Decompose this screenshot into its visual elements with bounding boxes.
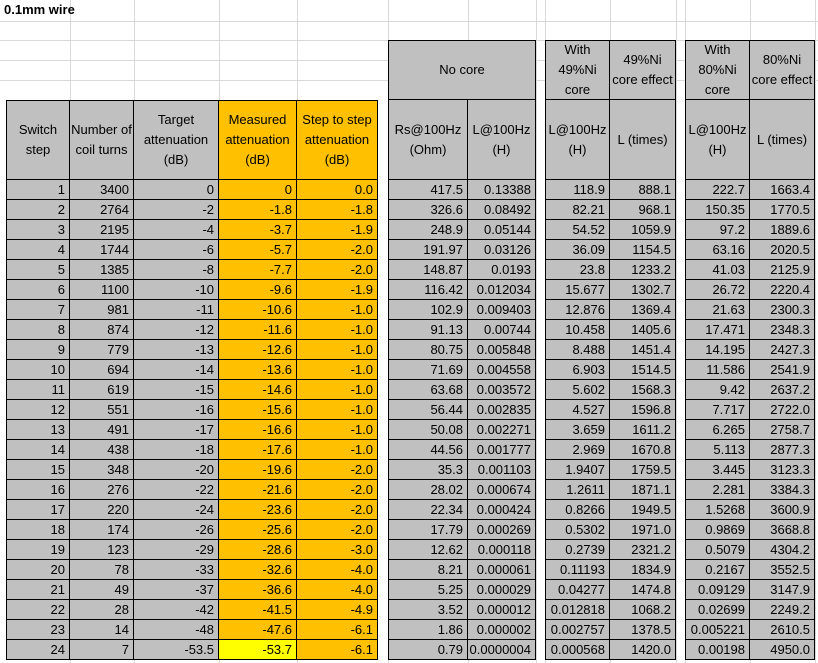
rs-100hz-cell[interactable]: 248.9 [388, 220, 468, 240]
l-100hz-cell[interactable]: 0.000269 [468, 520, 536, 540]
ni49-l-100hz-cell[interactable]: 0.8266 [545, 500, 610, 520]
ni80-l-100hz-cell[interactable]: 41.03 [685, 260, 750, 280]
ni80-l-times-cell[interactable]: 2637.2 [750, 380, 815, 400]
step-attenuation-cell[interactable]: -1.9 [297, 280, 378, 300]
step-attenuation-header[interactable]: Step to step attenuation (dB) [297, 100, 378, 180]
ni49-l-times-cell[interactable]: 1405.6 [610, 320, 676, 340]
step-attenuation-cell[interactable]: -2.0 [297, 480, 378, 500]
ni80-l-100hz-cell[interactable]: 0.005221 [685, 620, 750, 640]
target-attenuation-cell[interactable]: -12 [134, 320, 219, 340]
ni49-l-times-cell[interactable]: 1378.5 [610, 620, 676, 640]
ni80-l-times-cell[interactable]: 2125.9 [750, 260, 815, 280]
l-100hz-header[interactable]: L@100Hz (H) [468, 100, 536, 180]
switch-step-cell[interactable]: 14 [6, 440, 70, 460]
ni80-l-times-cell[interactable]: 1770.5 [750, 200, 815, 220]
switch-step-cell[interactable]: 6 [6, 280, 70, 300]
measured-attenuation-cell[interactable]: -3.7 [219, 220, 297, 240]
ni49-l-100hz-cell[interactable]: 15.677 [545, 280, 610, 300]
ni80-l-times-cell[interactable]: 3668.8 [750, 520, 815, 540]
coil-turns-cell[interactable]: 276 [70, 480, 134, 500]
ni80-l-100hz-cell[interactable]: 5.113 [685, 440, 750, 460]
switch-step-cell[interactable]: 18 [6, 520, 70, 540]
ni49-l-100hz-cell[interactable]: 3.659 [545, 420, 610, 440]
target-attenuation-cell[interactable]: -10 [134, 280, 219, 300]
ni49-l-100hz-cell[interactable]: 82.21 [545, 200, 610, 220]
rs-100hz-cell[interactable]: 91.13 [388, 320, 468, 340]
ni80-l-100hz-cell[interactable]: 0.9869 [685, 520, 750, 540]
ni80-l-100hz-cell[interactable]: 2.281 [685, 480, 750, 500]
coil-turns-cell[interactable]: 981 [70, 300, 134, 320]
ni49-l-100hz-cell[interactable]: 1.2611 [545, 480, 610, 500]
target-attenuation-cell[interactable]: -14 [134, 360, 219, 380]
step-attenuation-cell[interactable]: 0.0 [297, 180, 378, 200]
step-attenuation-cell[interactable]: -6.1 [297, 620, 378, 640]
ni80-l-times-cell[interactable]: 3147.9 [750, 580, 815, 600]
l-100hz-cell[interactable]: 0.13388 [468, 180, 536, 200]
measured-attenuation-cell[interactable]: -11.6 [219, 320, 297, 340]
ni49-l-100hz-cell[interactable]: 1.9407 [545, 460, 610, 480]
ni80-l-times-cell[interactable]: 2758.7 [750, 420, 815, 440]
ni80-l-100hz-cell[interactable]: 0.5079 [685, 540, 750, 560]
ni80-l-100hz-cell[interactable]: 14.195 [685, 340, 750, 360]
rs-100hz-cell[interactable]: 63.68 [388, 380, 468, 400]
ni80-l-times-cell[interactable]: 2877.3 [750, 440, 815, 460]
ni80-l-100hz-cell[interactable]: 17.471 [685, 320, 750, 340]
measured-attenuation-cell[interactable]: -5.7 [219, 240, 297, 260]
ni49-l-100hz-cell[interactable]: 5.602 [545, 380, 610, 400]
switch-step-cell[interactable]: 17 [6, 500, 70, 520]
ni49-l-times-cell[interactable]: 1059.9 [610, 220, 676, 240]
ni80-effect-header[interactable]: 80%Ni core effect [750, 40, 815, 100]
step-attenuation-cell[interactable]: -4.0 [297, 580, 378, 600]
measured-attenuation-cell[interactable]: -21.6 [219, 480, 297, 500]
ni80-l-100hz-cell[interactable]: 21.63 [685, 300, 750, 320]
ni49-l-100hz-cell[interactable]: 54.52 [545, 220, 610, 240]
target-attenuation-cell[interactable]: 0 [134, 180, 219, 200]
step-attenuation-cell[interactable]: -1.0 [297, 440, 378, 460]
ni49-l-100hz-cell[interactable]: 4.527 [545, 400, 610, 420]
ni80-l-100hz-cell[interactable]: 150.35 [685, 200, 750, 220]
ni49-l-100hz-cell[interactable]: 8.488 [545, 340, 610, 360]
step-attenuation-cell[interactable]: -1.0 [297, 420, 378, 440]
l-100hz-cell[interactable]: 0.003572 [468, 380, 536, 400]
coil-turns-cell[interactable]: 174 [70, 520, 134, 540]
l-100hz-cell[interactable]: 0.012034 [468, 280, 536, 300]
step-attenuation-cell[interactable]: -1.0 [297, 320, 378, 340]
rs-100hz-cell[interactable]: 71.69 [388, 360, 468, 380]
coil-turns-cell[interactable]: 1385 [70, 260, 134, 280]
ni80-l-times-cell[interactable]: 3552.5 [750, 560, 815, 580]
step-attenuation-cell[interactable]: -1.0 [297, 340, 378, 360]
ni49-l-times-cell[interactable]: 1474.8 [610, 580, 676, 600]
ni80-l-times-cell[interactable]: 2427.3 [750, 340, 815, 360]
coil-turns-cell[interactable]: 14 [70, 620, 134, 640]
rs-100hz-cell[interactable]: 5.25 [388, 580, 468, 600]
ni49-l-times-cell[interactable]: 1514.5 [610, 360, 676, 380]
rs-100hz-cell[interactable]: 191.97 [388, 240, 468, 260]
ni49-l-times-cell[interactable]: 1971.0 [610, 520, 676, 540]
ni49-l-100hz-cell[interactable]: 23.8 [545, 260, 610, 280]
coil-turns-cell[interactable]: 78 [70, 560, 134, 580]
ni80-l-100hz-cell[interactable]: 0.2167 [685, 560, 750, 580]
ni80-l-100hz-cell[interactable]: 63.16 [685, 240, 750, 260]
ni49-l-times-cell[interactable]: 968.1 [610, 200, 676, 220]
ni80-l-100hz-cell[interactable]: 222.7 [685, 180, 750, 200]
l-100hz-cell[interactable]: 0.000674 [468, 480, 536, 500]
l-100hz-cell[interactable]: 0.00744 [468, 320, 536, 340]
rs-100hz-cell[interactable]: 50.08 [388, 420, 468, 440]
coil-turns-cell[interactable]: 694 [70, 360, 134, 380]
ni49-l-100hz-cell[interactable]: 0.000568 [545, 640, 610, 660]
coil-turns-cell[interactable]: 1744 [70, 240, 134, 260]
step-attenuation-cell[interactable]: -1.0 [297, 380, 378, 400]
step-attenuation-cell[interactable]: -2.0 [297, 500, 378, 520]
coil-turns-cell[interactable]: 2764 [70, 200, 134, 220]
coil-turns-cell[interactable]: 348 [70, 460, 134, 480]
coil-turns-cell[interactable]: 49 [70, 580, 134, 600]
rs-100hz-cell[interactable]: 80.75 [388, 340, 468, 360]
ni49-l-times-cell[interactable]: 1834.9 [610, 560, 676, 580]
ni49-l-100hz-cell[interactable]: 0.002757 [545, 620, 610, 640]
target-attenuation-cell[interactable]: -53.5 [134, 640, 219, 660]
l-100hz-cell[interactable]: 0.002271 [468, 420, 536, 440]
switch-step-cell[interactable]: 8 [6, 320, 70, 340]
switch-step-cell[interactable]: 3 [6, 220, 70, 240]
switch-step-cell[interactable]: 5 [6, 260, 70, 280]
coil-turns-cell[interactable]: 438 [70, 440, 134, 460]
ni49-l-times-cell[interactable]: 1369.4 [610, 300, 676, 320]
step-attenuation-cell[interactable]: -6.1 [297, 640, 378, 660]
ni49-l-times-header[interactable]: L (times) [610, 100, 676, 180]
ni80-l-times-cell[interactable]: 4304.2 [750, 540, 815, 560]
ni49-l-100hz-cell[interactable]: 118.9 [545, 180, 610, 200]
coil-turns-cell[interactable]: 123 [70, 540, 134, 560]
ni80-l-100hz-cell[interactable]: 97.2 [685, 220, 750, 240]
coil-turns-header[interactable]: Number of coil turns [70, 100, 134, 180]
ni49-l-times-cell[interactable]: 1949.5 [610, 500, 676, 520]
measured-attenuation-cell[interactable]: -17.6 [219, 440, 297, 460]
rs-100hz-cell[interactable]: 116.42 [388, 280, 468, 300]
coil-turns-cell[interactable]: 220 [70, 500, 134, 520]
coil-turns-cell[interactable]: 7 [70, 640, 134, 660]
measured-attenuation-cell[interactable]: -25.6 [219, 520, 297, 540]
target-attenuation-cell[interactable]: -17 [134, 420, 219, 440]
sheet-title[interactable]: 0.1mm wire [4, 2, 75, 17]
ni49-l-times-cell[interactable]: 1596.8 [610, 400, 676, 420]
ni80-l-times-cell[interactable]: 3384.3 [750, 480, 815, 500]
coil-turns-cell[interactable]: 779 [70, 340, 134, 360]
ni49-l-100hz-cell[interactable]: 0.11193 [545, 560, 610, 580]
ni80-l-100hz-cell[interactable]: 0.00198 [685, 640, 750, 660]
measured-attenuation-header[interactable]: Measured attenuation (dB) [219, 100, 297, 180]
l-100hz-cell[interactable]: 0.0000004 [468, 640, 536, 660]
rs-100hz-cell[interactable]: 326.6 [388, 200, 468, 220]
measured-attenuation-cell[interactable]: -7.7 [219, 260, 297, 280]
ni49-effect-header[interactable]: 49%Ni core effect [610, 40, 676, 100]
ni80-l-100hz-cell[interactable]: 0.02699 [685, 600, 750, 620]
step-attenuation-cell[interactable]: -2.0 [297, 460, 378, 480]
step-attenuation-cell[interactable]: -3.0 [297, 540, 378, 560]
rs-100hz-cell[interactable]: 56.44 [388, 400, 468, 420]
measured-attenuation-cell[interactable]: -13.6 [219, 360, 297, 380]
ni80-l-100hz-cell[interactable]: 3.445 [685, 460, 750, 480]
l-100hz-cell[interactable]: 0.000118 [468, 540, 536, 560]
coil-turns-cell[interactable]: 491 [70, 420, 134, 440]
l-100hz-cell[interactable]: 0.05144 [468, 220, 536, 240]
target-attenuation-cell[interactable]: -33 [134, 560, 219, 580]
coil-turns-cell[interactable]: 3400 [70, 180, 134, 200]
l-100hz-cell[interactable]: 0.03126 [468, 240, 536, 260]
switch-step-cell[interactable]: 11 [6, 380, 70, 400]
step-attenuation-cell[interactable]: -4.0 [297, 560, 378, 580]
switch-step-cell[interactable]: 23 [6, 620, 70, 640]
ni80-l-times-cell[interactable]: 1889.6 [750, 220, 815, 240]
target-attenuation-cell[interactable]: -2 [134, 200, 219, 220]
step-attenuation-cell[interactable]: -1.9 [297, 220, 378, 240]
coil-turns-cell[interactable]: 874 [70, 320, 134, 340]
switch-step-cell[interactable]: 2 [6, 200, 70, 220]
target-attenuation-cell[interactable]: -18 [134, 440, 219, 460]
ni80-l-times-cell[interactable]: 3123.3 [750, 460, 815, 480]
target-attenuation-cell[interactable]: -6 [134, 240, 219, 260]
coil-turns-cell[interactable]: 619 [70, 380, 134, 400]
ni49-l-times-cell[interactable]: 1068.2 [610, 600, 676, 620]
target-attenuation-cell[interactable]: -24 [134, 500, 219, 520]
l-100hz-cell[interactable]: 0.002835 [468, 400, 536, 420]
ni49-l-times-cell[interactable]: 1611.2 [610, 420, 676, 440]
l-100hz-cell[interactable]: 0.000002 [468, 620, 536, 640]
ni80-l-100hz-cell[interactable]: 26.72 [685, 280, 750, 300]
measured-attenuation-cell[interactable]: -16.6 [219, 420, 297, 440]
rs-100hz-cell[interactable]: 28.02 [388, 480, 468, 500]
step-attenuation-cell[interactable]: -4.9 [297, 600, 378, 620]
ni49-l-times-cell[interactable]: 1154.5 [610, 240, 676, 260]
gridline-vertical [676, 0, 677, 663]
step-attenuation-cell[interactable]: -1.0 [297, 360, 378, 380]
measured-attenuation-cell[interactable]: -36.6 [219, 580, 297, 600]
ni49-l-100hz-cell[interactable]: 0.04277 [545, 580, 610, 600]
rs-100hz-cell[interactable]: 102.9 [388, 300, 468, 320]
ni49-l-100hz-cell[interactable]: 0.012818 [545, 600, 610, 620]
rs-100hz-cell[interactable]: 17.79 [388, 520, 468, 540]
coil-turns-cell[interactable]: 2195 [70, 220, 134, 240]
ni49-l-100hz-cell[interactable]: 10.458 [545, 320, 610, 340]
target-attenuation-cell[interactable]: -20 [134, 460, 219, 480]
switch-step-cell[interactable]: 21 [6, 580, 70, 600]
coil-turns-cell[interactable]: 28 [70, 600, 134, 620]
measured-attenuation-cell[interactable]: -32.6 [219, 560, 297, 580]
coil-turns-cell[interactable]: 1100 [70, 280, 134, 300]
gridline-horizontal [0, 21, 818, 22]
target-attenuation-cell[interactable]: -29 [134, 540, 219, 560]
switch-step-cell[interactable]: 4 [6, 240, 70, 260]
ni80-l-times-cell[interactable]: 2610.5 [750, 620, 815, 640]
l-100hz-cell[interactable]: 0.000424 [468, 500, 536, 520]
measured-attenuation-cell[interactable]: -14.6 [219, 380, 297, 400]
ni80-core-header[interactable]: With 80%Ni core [685, 40, 750, 100]
measured-attenuation-cell[interactable]: 0 [219, 180, 297, 200]
ni49-l-times-cell[interactable]: 1568.3 [610, 380, 676, 400]
coil-turns-cell[interactable]: 551 [70, 400, 134, 420]
rs-100hz-cell[interactable]: 12.62 [388, 540, 468, 560]
ni49-l-times-cell[interactable]: 1420.0 [610, 640, 676, 660]
measured-attenuation-cell[interactable]: -1.8 [219, 200, 297, 220]
switch-step-cell[interactable]: 10 [6, 360, 70, 380]
ni80-l-times-cell[interactable]: 2220.4 [750, 280, 815, 300]
ni80-l-100hz-cell[interactable]: 0.09129 [685, 580, 750, 600]
ni80-l-times-cell[interactable]: 2348.3 [750, 320, 815, 340]
target-attenuation-cell[interactable]: -37 [134, 580, 219, 600]
target-attenuation-cell[interactable]: -16 [134, 400, 219, 420]
l-100hz-cell[interactable]: 0.009403 [468, 300, 536, 320]
step-attenuation-cell[interactable]: -2.0 [297, 260, 378, 280]
ni80-l-times-cell[interactable]: 4950.0 [750, 640, 815, 660]
measured-attenuation-cell[interactable]: -19.6 [219, 460, 297, 480]
step-attenuation-cell[interactable]: -1.0 [297, 400, 378, 420]
ni49-l-times-cell[interactable]: 2321.2 [610, 540, 676, 560]
step-attenuation-cell[interactable]: -2.0 [297, 520, 378, 540]
l-100hz-cell[interactable]: 0.08492 [468, 200, 536, 220]
rs-100hz-cell[interactable]: 0.79 [388, 640, 468, 660]
no-core-header[interactable]: No core [388, 40, 536, 100]
switch-step-header[interactable]: Switch step [6, 100, 70, 180]
ni49-core-header[interactable]: With 49%Ni core [545, 40, 610, 100]
l-100hz-cell[interactable]: 0.000012 [468, 600, 536, 620]
ni80-l-100hz-cell[interactable]: 7.717 [685, 400, 750, 420]
target-attenuation-header[interactable]: Target attenuation (dB) [134, 100, 219, 180]
l-100hz-cell[interactable]: 0.001777 [468, 440, 536, 460]
target-attenuation-cell[interactable]: -8 [134, 260, 219, 280]
rs-100hz-cell[interactable]: 22.34 [388, 500, 468, 520]
ni49-l-100hz-header[interactable]: L@100Hz (H) [545, 100, 610, 180]
target-attenuation-cell[interactable]: -13 [134, 340, 219, 360]
ni80-l-times-cell[interactable]: 2249.2 [750, 600, 815, 620]
rs-100hz-cell[interactable]: 3.52 [388, 600, 468, 620]
target-attenuation-cell[interactable]: -26 [134, 520, 219, 540]
rs-100hz-cell[interactable]: 35.3 [388, 460, 468, 480]
ni80-l-times-cell[interactable]: 1663.4 [750, 180, 815, 200]
l-100hz-cell[interactable]: 0.0193 [468, 260, 536, 280]
target-attenuation-cell[interactable]: -42 [134, 600, 219, 620]
measured-attenuation-cell[interactable]: -53.7 [219, 640, 297, 660]
switch-step-cell[interactable]: 13 [6, 420, 70, 440]
ni49-l-times-cell[interactable]: 1233.2 [610, 260, 676, 280]
rs-100hz-cell[interactable]: 44.56 [388, 440, 468, 460]
gridline-vertical [815, 0, 816, 663]
l-100hz-cell[interactable]: 0.004558 [468, 360, 536, 380]
ni49-l-100hz-cell[interactable]: 6.903 [545, 360, 610, 380]
measured-attenuation-cell[interactable]: -23.6 [219, 500, 297, 520]
measured-attenuation-cell[interactable]: -9.6 [219, 280, 297, 300]
step-attenuation-cell[interactable]: -1.8 [297, 200, 378, 220]
switch-step-cell[interactable]: 9 [6, 340, 70, 360]
gridline-vertical [536, 0, 537, 663]
switch-step-cell[interactable]: 19 [6, 540, 70, 560]
ni49-l-100hz-cell[interactable]: 12.876 [545, 300, 610, 320]
ni49-l-100hz-cell[interactable]: 0.2739 [545, 540, 610, 560]
ni80-l-100hz-cell[interactable]: 1.5268 [685, 500, 750, 520]
step-attenuation-cell[interactable]: -2.0 [297, 240, 378, 260]
target-attenuation-cell[interactable]: -48 [134, 620, 219, 640]
rs-100hz-cell[interactable]: 1.86 [388, 620, 468, 640]
target-attenuation-cell[interactable]: -11 [134, 300, 219, 320]
switch-step-cell[interactable]: 7 [6, 300, 70, 320]
l-100hz-cell[interactable]: 0.000061 [468, 560, 536, 580]
ni49-l-times-cell[interactable]: 1759.5 [610, 460, 676, 480]
l-100hz-cell[interactable]: 0.005848 [468, 340, 536, 360]
ni49-l-100hz-cell[interactable]: 0.5302 [545, 520, 610, 540]
ni49-l-times-cell[interactable]: 1451.4 [610, 340, 676, 360]
measured-attenuation-cell[interactable]: -47.6 [219, 620, 297, 640]
ni80-l-times-cell[interactable]: 2722.0 [750, 400, 815, 420]
ni80-l-times-cell[interactable]: 3600.9 [750, 500, 815, 520]
measured-attenuation-cell[interactable]: -15.6 [219, 400, 297, 420]
measured-attenuation-cell[interactable]: -41.5 [219, 600, 297, 620]
target-attenuation-cell[interactable]: -15 [134, 380, 219, 400]
ni80-l-times-cell[interactable]: 2020.5 [750, 240, 815, 260]
ni49-l-times-cell[interactable]: 1302.7 [610, 280, 676, 300]
ni80-l-times-cell[interactable]: 2300.3 [750, 300, 815, 320]
rs-100hz-header[interactable]: Rs@100Hz (Ohm) [388, 100, 468, 180]
measured-attenuation-cell[interactable]: -10.6 [219, 300, 297, 320]
switch-step-cell[interactable]: 15 [6, 460, 70, 480]
ni49-l-times-cell[interactable]: 1670.8 [610, 440, 676, 460]
ni80-l-100hz-cell[interactable]: 9.42 [685, 380, 750, 400]
ni49-l-100hz-cell[interactable]: 2.969 [545, 440, 610, 460]
ni49-l-times-cell[interactable]: 1871.1 [610, 480, 676, 500]
target-attenuation-cell[interactable]: -4 [134, 220, 219, 240]
rs-100hz-cell[interactable]: 8.21 [388, 560, 468, 580]
switch-step-cell[interactable]: 20 [6, 560, 70, 580]
switch-step-cell[interactable]: 24 [6, 640, 70, 660]
rs-100hz-cell[interactable]: 148.87 [388, 260, 468, 280]
switch-step-cell[interactable]: 16 [6, 480, 70, 500]
ni80-l-100hz-cell[interactable]: 6.265 [685, 420, 750, 440]
measured-attenuation-cell[interactable]: -28.6 [219, 540, 297, 560]
switch-step-cell[interactable]: 12 [6, 400, 70, 420]
ni80-l-100hz-cell[interactable]: 11.586 [685, 360, 750, 380]
ni80-l-times-cell[interactable]: 2541.9 [750, 360, 815, 380]
ni80-l-times-header[interactable]: L (times) [750, 100, 815, 180]
step-attenuation-cell[interactable]: -1.0 [297, 300, 378, 320]
l-100hz-cell[interactable]: 0.001103 [468, 460, 536, 480]
ni49-l-times-cell[interactable]: 888.1 [610, 180, 676, 200]
ni49-l-100hz-cell[interactable]: 36.09 [545, 240, 610, 260]
measured-attenuation-cell[interactable]: -12.6 [219, 340, 297, 360]
l-100hz-cell[interactable]: 0.000029 [468, 580, 536, 600]
switch-step-cell[interactable]: 22 [6, 600, 70, 620]
rs-100hz-cell[interactable]: 417.5 [388, 180, 468, 200]
target-attenuation-cell[interactable]: -22 [134, 480, 219, 500]
switch-step-cell[interactable]: 1 [6, 180, 70, 200]
ni80-l-100hz-header[interactable]: L@100Hz (H) [685, 100, 750, 180]
